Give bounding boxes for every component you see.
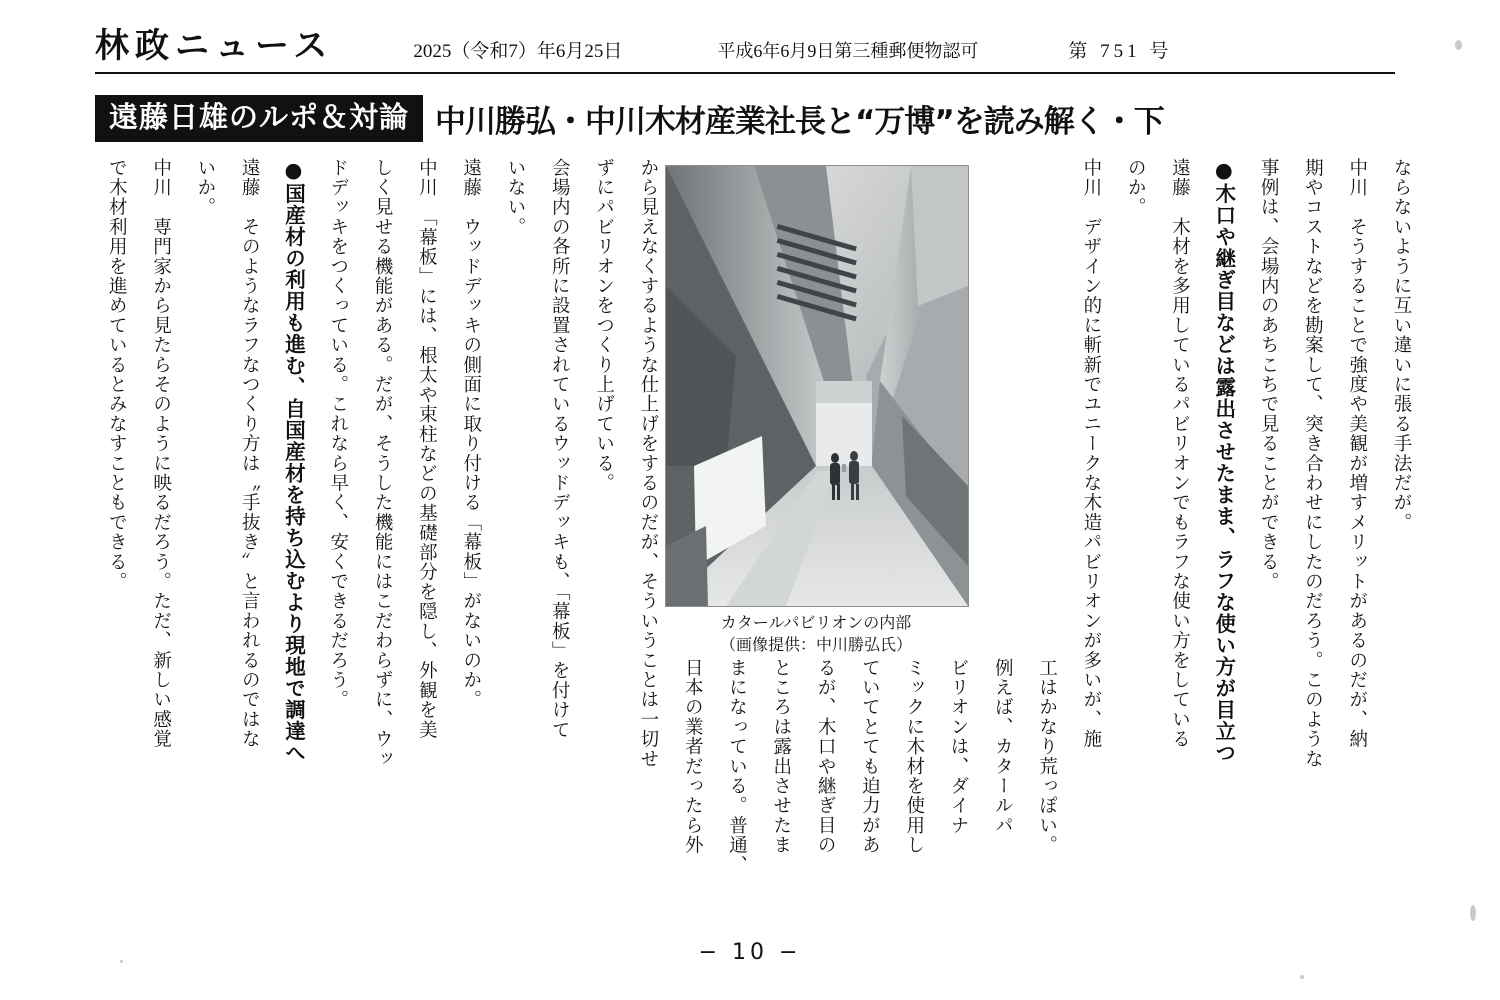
scan-artifact — [120, 960, 123, 963]
article-column: るが、木口や継ぎ目の — [815, 658, 837, 855]
article-photo — [665, 165, 969, 607]
scan-artifact — [1455, 40, 1462, 50]
article-column: 工はかなり荒っぽい。 — [1036, 658, 1058, 855]
headline-title: 中川勝弘・中川木材産業社長と“万博”を読み解く・下 — [435, 103, 1164, 140]
article-column: 事例は、会場内のあちこちで見ることができる。 — [1258, 158, 1280, 592]
article-column: 中川 「幕板」には、根太や束柱などの基礎部分を隠し、外観を美 — [416, 158, 438, 740]
article-column: 日本の業者だったら外 — [682, 658, 704, 855]
headline-series-tag: 遠藤日雄のルポ＆対論 — [95, 95, 423, 142]
article-column: いか。 — [194, 158, 216, 218]
article-column: 遠藤 ウッドデッキの側面に取り付ける「幕板」がないのか。 — [460, 158, 482, 710]
headline — [95, 90, 1395, 146]
article-column: ビリオンは、ダイナ — [948, 658, 969, 836]
article-column: 期やコストなどを勘案して、突き合わせにしたのだろう。このような — [1302, 158, 1324, 769]
photo-caption-line1: カタールパビリオンの内部 — [720, 613, 912, 632]
article-column: 中川 専門家から見たらそのように映るだろう。ただ、新しい感覚 — [150, 158, 172, 749]
publication-date: 2025（令和7）年6月25日 — [413, 41, 623, 62]
article-column: しく見せる機能がある。だが、そうした機能にはこだわらずに、ウッ — [372, 158, 394, 769]
article-column: 例えば、カタールパ — [992, 658, 1014, 836]
article-column: ずにパビリオンをつくり上げている。 — [593, 158, 615, 493]
photo-caption-line2: （画像提供：中川勝弘氏） — [719, 635, 912, 654]
article-column: で木材利用を進めているとみなすこともできる。 — [106, 158, 128, 592]
article-column: 遠藤 そのようなラフなつくり方は〝手抜き〟と言われるのではな — [239, 158, 261, 749]
article-column: 中川 デザイン的に斬新でユニークな木造パビリオンが多いが、施 — [1080, 158, 1102, 749]
article-column: まになっている。普通、 — [726, 658, 748, 875]
article-column: ミックに木材を使用し — [903, 658, 925, 855]
scan-artifact — [1470, 905, 1476, 921]
article-column: から見えなくするような仕上げをするのだが、そういうことは一切せ — [637, 158, 659, 769]
article-column: ●国産材の利用も進む、自国産材を持ち込むより現地で調達へ — [281, 158, 306, 764]
issue-number: 第 751 号 — [1068, 41, 1173, 62]
masthead-divider — [95, 72, 1395, 74]
photo-caption — [660, 612, 972, 656]
article-column: 中川 そうすることで強度や美観が増すメリットがあるのだが、納 — [1346, 158, 1368, 749]
scan-artifact — [1300, 975, 1304, 979]
article-column: のか。 — [1125, 158, 1147, 218]
article-column: 会場内の各所に設置されているウッドデッキも、「幕板」を付けて — [549, 158, 571, 740]
masthead — [95, 18, 1395, 70]
postal-approval-note: 平成6年6月9日第三種郵便物認可 — [717, 41, 979, 61]
publication-title: 林政ニュース — [95, 26, 334, 66]
photo-graphic — [666, 166, 968, 606]
article-column: ていてとても迫力があ — [859, 658, 881, 855]
page-number: − 10 − — [698, 940, 802, 965]
article-column: 遠藤 木材を多用しているパビリオンでもラフな使い方をしている — [1169, 158, 1191, 749]
article-column: いない。 — [505, 158, 526, 237]
article-column: ドデッキをつくっている。これなら早く、安くできるだろう。 — [327, 158, 349, 710]
article-column: ところは露出させたま — [770, 658, 792, 855]
article-column: ●木口や継ぎ目などは露出させたまま、ラフな使い方が目立つ — [1211, 158, 1236, 764]
article-column: ならないように互い違いに張る手法だが。 — [1391, 158, 1412, 533]
